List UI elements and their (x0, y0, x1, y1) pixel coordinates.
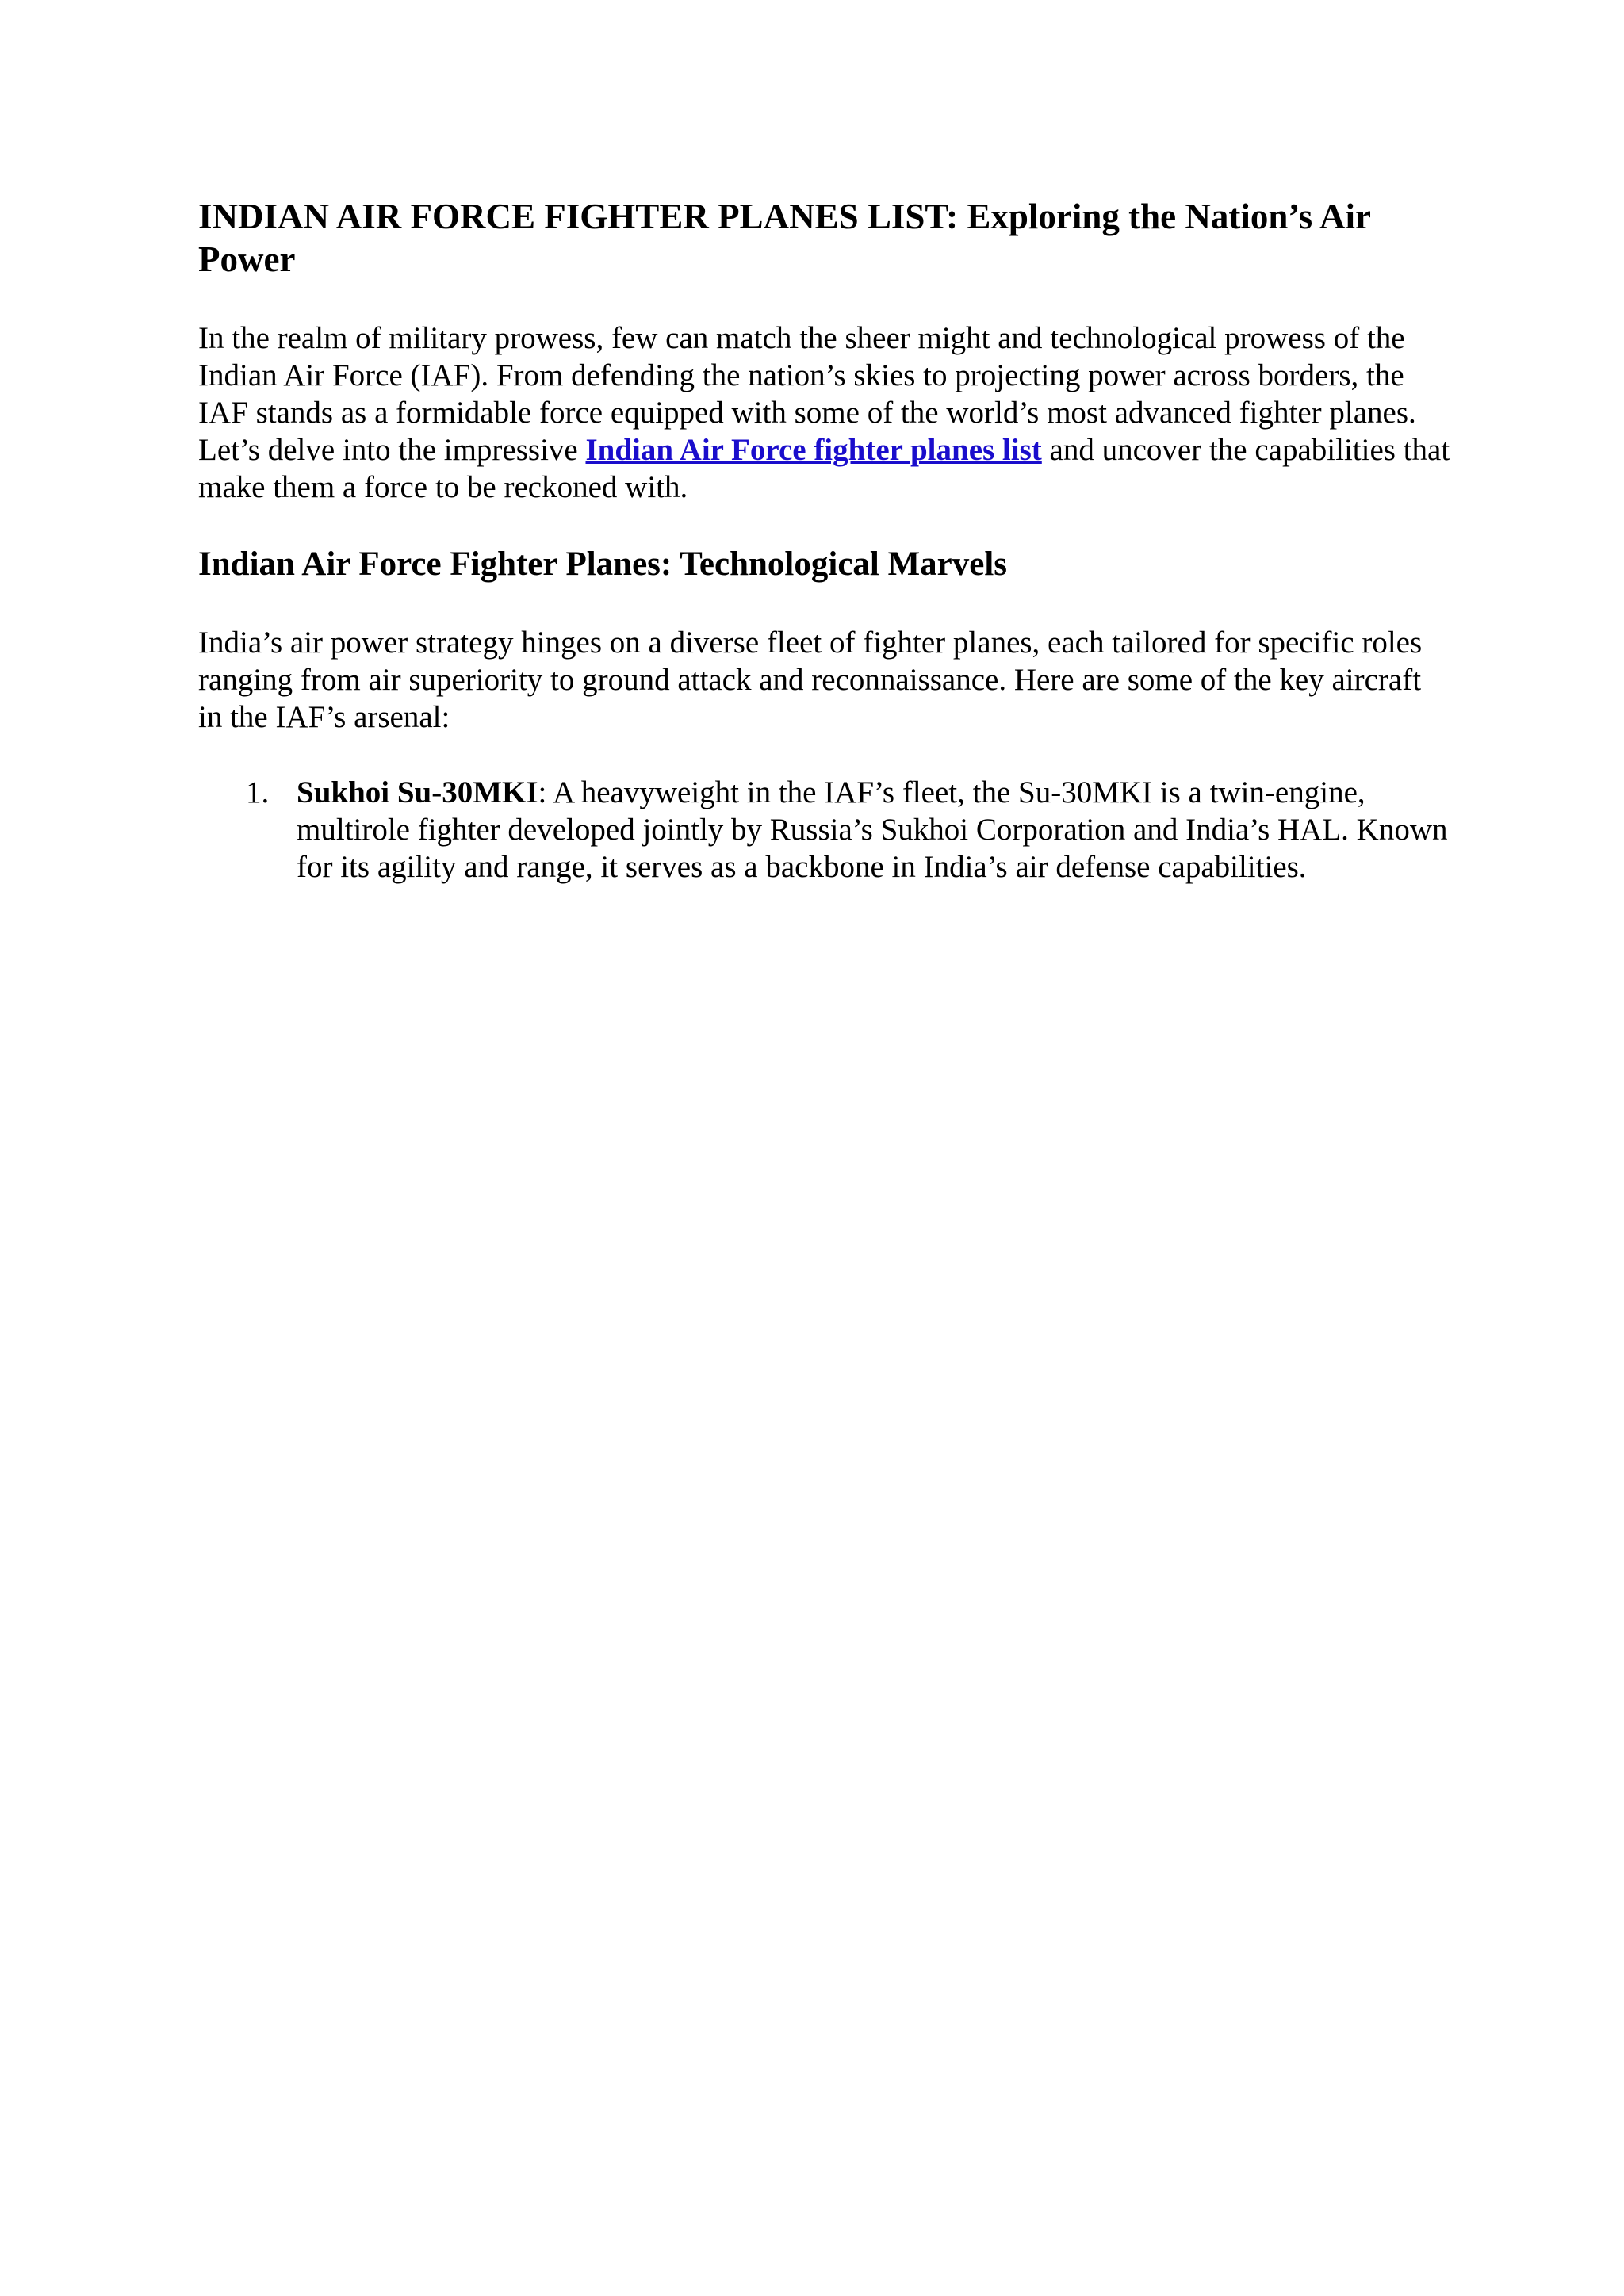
aircraft-name: Sukhoi Su-30MKI (297, 775, 538, 809)
list-item (198, 774, 1451, 886)
intro-paragraph (198, 320, 1451, 506)
fighter-planes-list-link[interactable]: Indian Air Force fighter planes list (585, 433, 1042, 467)
list-item-number: 1. (246, 775, 270, 809)
section-body-paragraph: India’s air power strategy hinges on a diverse fleet of fighter planes, each tailored for specific roles ranging from air superiority to ground attack and reconnaissance. Here are some of the key aircraft in the IAF’s arsenal: (198, 626, 1423, 734)
section-heading: Indian Air Force Fighter Planes: Technological Marvels (198, 545, 1008, 583)
intro-text-before-link: In the realm of military prowess, few can match the sheer might and technological prowess of the Indian Air Force (IAF). From defending the nation’s skies to projecting power across borders, the IAF stands as a formidable force equipped with some of the world’s most advanced fighter planes. Let’s delve into the impressive (198, 321, 1416, 467)
document-content (198, 195, 1451, 886)
intro-text-after-link: and uncover the capabilities that make them a force to be reckoned with. (198, 433, 1450, 504)
aircraft-description: : A heavyweight in the IAF’s fleet, the Su-30MKI is a twin-engine, multirole fighter developed jointly by Russia’s Sukhoi Corporation and India’s HAL. Known for its agility and range, it serves as a backbone in India’s air defense capabilities. (297, 775, 1448, 884)
aircraft-list (198, 774, 1451, 886)
document-title: INDIAN AIR FORCE FIGHTER PLANES LIST: Exploring the Nation’s Air Power (198, 197, 1371, 279)
